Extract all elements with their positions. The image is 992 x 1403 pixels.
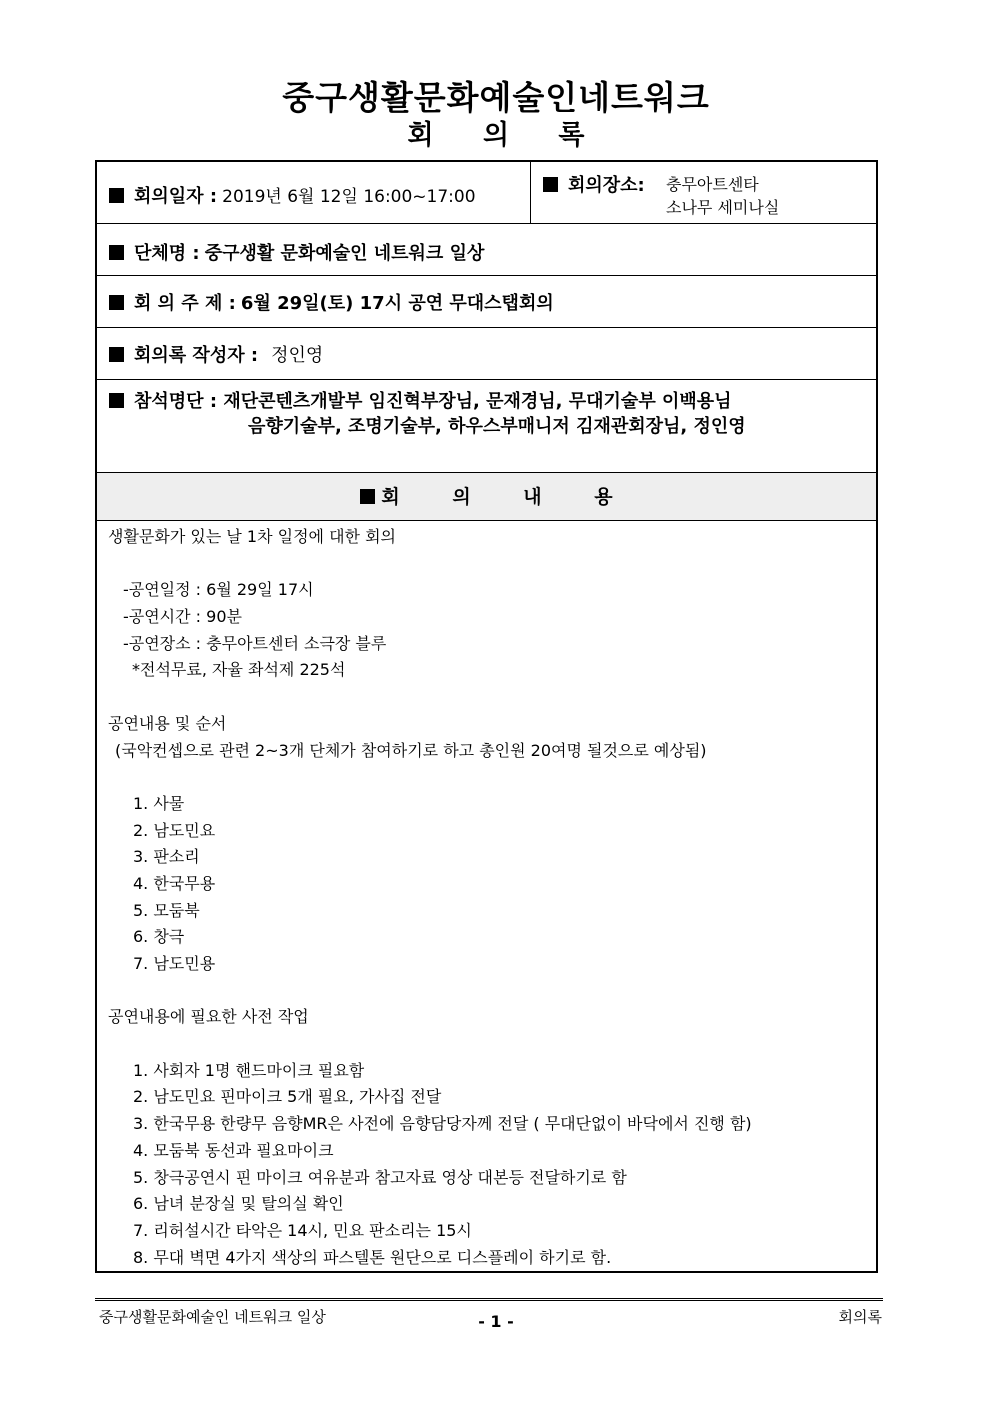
footer-organization: 중구생활문화예술인 네트워크 일상 bbox=[99, 1308, 326, 1326]
content-intro: 생활문화가 있는 날 1차 일정에 대한 회의 bbox=[108, 527, 396, 546]
group-label: 단체명 : bbox=[134, 243, 200, 264]
square-bullet-icon bbox=[109, 295, 124, 310]
attendees-line2: 음향기술부, 조명기술부, 하우스부매니저 김재관회장님, 정인영 bbox=[248, 416, 746, 437]
schedule-line: -공연일정 : 6월 29일 17시 bbox=[123, 580, 314, 600]
program-item: 5. 모둠북 bbox=[133, 900, 200, 920]
meeting-date-value: 2019년 6월 12일 16:00~17:00 bbox=[222, 187, 476, 207]
prep-heading: 공연내용에 필요한 사전 작업 bbox=[108, 1007, 309, 1027]
meeting-place-line2: 소나무 세미나실 bbox=[666, 198, 780, 217]
group-value: 중구생활 문화예술인 네트워크 일상 bbox=[204, 243, 485, 264]
attendees-line1: 재단콘텐츠개발부 임진혁부장님, 문재경님, 무대기술부 이백용님 bbox=[223, 391, 732, 412]
square-bullet-icon bbox=[109, 393, 124, 408]
prep-item: 1. 사회자 1명 핸드마이크 필요함 bbox=[133, 1060, 365, 1080]
program-item: 1. 사물 bbox=[133, 793, 185, 813]
topic-row bbox=[97, 276, 876, 328]
prep-item: 6. 남녀 분장실 및 탈의실 확인 bbox=[133, 1194, 344, 1214]
minutes-table bbox=[95, 160, 878, 1273]
prep-item: 7. 리허설시간 타악은 14시, 민요 판소리는 15시 bbox=[133, 1220, 472, 1240]
meeting-content bbox=[108, 524, 752, 1271]
square-bullet-icon bbox=[360, 489, 375, 504]
meeting-place-line1: 충무아트센타 bbox=[666, 175, 759, 194]
prep-item: 3. 한국무용 한량무 음향MR은 사전에 음향담당자께 전달 ( 무대단없이 바닥에서 진행 함) bbox=[133, 1114, 752, 1134]
prep-item: 8. 무대 벽면 4가지 색상의 파스텔톤 원단으로 디스플레이 하기로 함. bbox=[133, 1247, 612, 1267]
attendees-row bbox=[97, 380, 876, 473]
group-row bbox=[97, 224, 876, 276]
seat-note: *전석무료, 자율 좌석제 225석 bbox=[132, 660, 346, 680]
square-bullet-icon bbox=[109, 245, 124, 260]
prep-item: 5. 창극공연시 핀 마이크 여유분과 참고자료 영상 대본등 전달하기로 함 bbox=[133, 1167, 627, 1187]
writer-value: 정인영 bbox=[271, 345, 324, 366]
program-item: 3. 판소리 bbox=[133, 847, 200, 867]
meeting-place-label: 회의장소: bbox=[568, 175, 645, 196]
page-number: - 1 - bbox=[478, 1312, 514, 1331]
document-subtitle: 회 의 록 bbox=[407, 120, 585, 151]
content-header bbox=[97, 473, 876, 521]
topic-value: 6월 29일(토) 17시 공연 무대스탭회의 bbox=[240, 293, 554, 314]
writer-row bbox=[97, 328, 876, 380]
schedule-line: -공연장소 : 충무아트센터 소극장 블루 bbox=[123, 633, 387, 653]
topic-label: 회 의 주 제 : bbox=[134, 293, 236, 314]
meeting-place-cell bbox=[543, 171, 780, 217]
square-bullet-icon bbox=[543, 177, 558, 192]
meeting-date-label: 회의일자 : bbox=[134, 186, 218, 207]
writer-label: 회의록 작성자 : bbox=[134, 345, 259, 366]
square-bullet-icon bbox=[109, 347, 124, 362]
date-place-row bbox=[97, 162, 876, 224]
square-bullet-icon bbox=[109, 188, 124, 203]
footer-divider bbox=[95, 1298, 883, 1303]
schedule-line: -공연시간 : 90분 bbox=[123, 607, 242, 627]
program-item: 2. 남도민요 bbox=[133, 820, 216, 840]
prep-item: 4. 모둠북 동선과 필요마이크 bbox=[133, 1140, 334, 1160]
program-note: (국악컨셉으로 관련 2~3개 단체가 참여하기로 하고 총인원 20여명 될것으로 예상됨) bbox=[115, 740, 707, 760]
meeting-date-cell bbox=[109, 182, 476, 208]
program-item: 4. 한국무용 bbox=[133, 873, 216, 893]
prep-item: 2. 남도민요 핀마이크 5개 필요, 가사집 전달 bbox=[133, 1087, 442, 1107]
document-title: 중구생활문화예술인네트워크 bbox=[282, 78, 710, 117]
attendees-label: 참석명단 : bbox=[134, 391, 218, 412]
program-heading: 공연내용 및 순서 bbox=[108, 713, 227, 733]
content-header-text: 회 의 내 용 bbox=[381, 486, 613, 508]
program-item: 6. 창극 bbox=[133, 927, 185, 947]
program-item: 7. 남도민용 bbox=[133, 954, 216, 973]
footer-doc-type: 회의록 bbox=[838, 1308, 882, 1326]
cell-divider bbox=[530, 162, 531, 223]
